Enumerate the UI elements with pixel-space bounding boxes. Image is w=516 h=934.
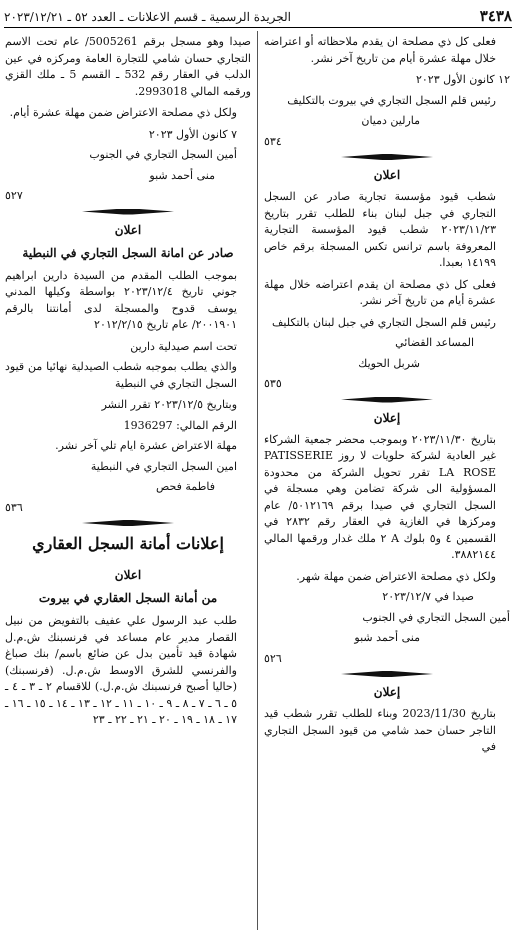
signer-title: امين السجل التجاري في النبطية xyxy=(90,459,237,473)
section-divider xyxy=(264,154,510,160)
notice-text: والذي يطلب بموجبه شطب الصيدلية نهائيا من قيود السجل التجاري في النبطية xyxy=(5,360,237,390)
signer-name: مارلين دميان xyxy=(361,114,420,127)
notice-objection: ولكل ذي مصلحة الاعتراض ضمن مهلة شهر. xyxy=(296,569,496,583)
notice-text: بموجب الطلب المقدم من السيدة دارين ابراهيم جوني تاريخ ٢٠٢٣/١٢/٤ بواسطة وكيلها المدني يوسف قدوح والمسجلة لدى أمانتنا بالرقم ٢٠٠١٩٠١/ عام تاريخ ٢٠١٢/٢/١٥ xyxy=(5,268,237,331)
notice-block xyxy=(264,683,510,756)
notice-text: بتاريخ 2023/11/30 وبناء للطلب تقرر شطب قيد التاجر حسان حمد شامي من قيود السجل التجاري في xyxy=(264,707,496,753)
notice-date: ٧ كانون الأول ٢٠٢٣ xyxy=(148,127,237,141)
notice-title: إعلان xyxy=(373,410,401,425)
notice-block xyxy=(5,532,251,729)
publish-date: وبتاريخ ٢٠٢٣/١٢/٥ تقرر النشر xyxy=(101,398,237,411)
notice-title: إعلان xyxy=(373,685,401,699)
notice-subtitle: صادر عن امانة السجل التجاري في النبطية xyxy=(22,245,234,260)
notice-subtitle: من أمانة السجل العقاري في بيروت xyxy=(38,591,218,605)
signer-name: منى أحمد شبو xyxy=(149,168,215,182)
signer-name: شربل الحويك xyxy=(358,356,420,370)
notice-title: اعلان xyxy=(114,568,142,582)
reference-number: ٥٢٦ xyxy=(264,651,282,665)
notice-block xyxy=(5,221,251,517)
signer-title: أمين السجل التجاري في الجنوب xyxy=(362,610,510,624)
signer-title: رئيس قلم السجل التجاري في جبل لبنان بالتكليف xyxy=(272,315,496,329)
notice-text: طلب عبد الرسول علي عفيف بالتفويض من نبيل القصار مدير عام مساعد في فرنسبنك ش.م.ل شهادة قيد تأمين بدل عن ضائع باسم/ بنك صباغ والفرنسي للشرق الاوسط ش.م.ل. (فرنسبنك) (حاليا أصبح فرنسبنك ش.م.ل.) للاقسام ٢ ـ ٣ ـ ٤ ـ ٥ ـ ٦ ـ ٧ ـ ٨ ـ ٩ ـ ١٠ ـ ١١ ـ ١٢ ـ ١٣ ـ ١٤ ـ ١٥ ـ ١٦ ـ ١٧ ـ ١٨ ـ ١٩ ـ ٢٠ ـ ٢١ ـ ٢٢ ـ ٢٣ xyxy=(5,614,238,726)
notice-title: اعلان xyxy=(114,222,142,237)
notice-block xyxy=(264,166,510,393)
notice-objection: ولكل ذي مصلحة الاعتراض ضمن مهلة عشرة أيام. xyxy=(9,106,237,119)
section-divider xyxy=(264,397,510,403)
section-divider xyxy=(5,520,251,526)
notice-date: صيدا في ٢٠٢٣/١٢/٧ xyxy=(382,590,474,603)
notice-title: اعلان xyxy=(373,168,401,182)
signer-name: فاطمة فحص xyxy=(156,480,215,493)
signer-name: منى أحمد شبو xyxy=(354,631,420,644)
notice-date: ١٢ كانون الأول ٢٠٢٣ xyxy=(415,73,510,86)
column-divider xyxy=(257,31,258,930)
signer-title: أمين السجل التجاري في الجنوب xyxy=(89,148,237,161)
notice-objection: مهلة الاعتراض عشرة ايام تلي آخر نشر. xyxy=(55,439,237,452)
reference-number: ٥٣٤ xyxy=(264,134,282,148)
signer-role: المساعد القضائي xyxy=(395,336,474,349)
signer-title: رئيس قلم السجل التجاري في بيروت بالتكليف xyxy=(287,93,496,107)
notice-block xyxy=(5,34,251,205)
notice-block xyxy=(264,34,510,150)
left-column xyxy=(5,34,251,734)
page-number: ٣٤٣٨ xyxy=(479,7,512,26)
reference-number: ٥٢٧ xyxy=(5,189,23,202)
right-column xyxy=(264,34,510,761)
notice-text: بتاريخ ٢٠٢٣/١١/٣٠ وبموجب محضر جمعية الشركاء غير العادية لشركة حلويات لا روز PATISSERIE LA ROSE تقرر تحويل الشركة من محدودة المسؤولية الى شركة تضامن وهي مسجلة في السجل التجاري في صيدا برقم ٥٠١٢١٦٩/ عام ومركزها في الغازية في العقار رقم ٢٨٣٢ في القسمين ٤ و٥ بلوك A ٢ ملك غدار ورقمها المالي ٣٨٨٢١٤٤. xyxy=(264,432,497,561)
notice-text: فعلى كل ذي مصلحة ان يقدم ملاحظاته أو اعتراضه خلال مهلة عشرة أيام من تاريخ آخر نشر. xyxy=(264,35,496,65)
reference-number: ٥٣٦ xyxy=(5,500,23,514)
notice-text: صيدا وهو مسجل برقم 5005261/ عام تحت الاسم التجاري حسان شامي للتجارة العامة ومركزه في عين الدلب في العقار رقم 532 ـ القسم 5 ـ ملك القزي ورقمه المالي 2993018. xyxy=(5,35,251,98)
business-name: تحت اسم صيدلية دارين xyxy=(130,339,237,353)
section-title: إعلانات أمانة السجل العقاري xyxy=(32,534,224,553)
financial-number: الرقم المالي: 1936297 xyxy=(123,418,237,432)
page-header xyxy=(4,6,512,28)
notice-text: شطب قيود مؤسسة تجارية صادر عن السجل التجاري في جبل لبنان بناء للطلب تقرر بتاريخ ٢٠٢٣/١١/٢٣ شطب قيود المؤسسة التجارية المعروفة باسم ترانس تكس المسجلة برقم خاص ١٤١٩٩ بعبدا. xyxy=(264,190,496,269)
gazette-title: الجريدة الرسمية ـ قسم الاعلانات ـ العدد ٥٢ ـ ٢٠٢٣/١٢/٢١ xyxy=(4,9,292,24)
notice-block xyxy=(264,409,510,668)
notice-objection: فعلى كل ذي مصلحة ان يقدم اعتراضه خلال مهلة عشرة أيام من تاريخ آخر نشر. xyxy=(264,277,496,307)
section-divider xyxy=(5,209,251,215)
section-divider xyxy=(264,671,510,677)
reference-number: ٥٣٥ xyxy=(264,377,282,390)
